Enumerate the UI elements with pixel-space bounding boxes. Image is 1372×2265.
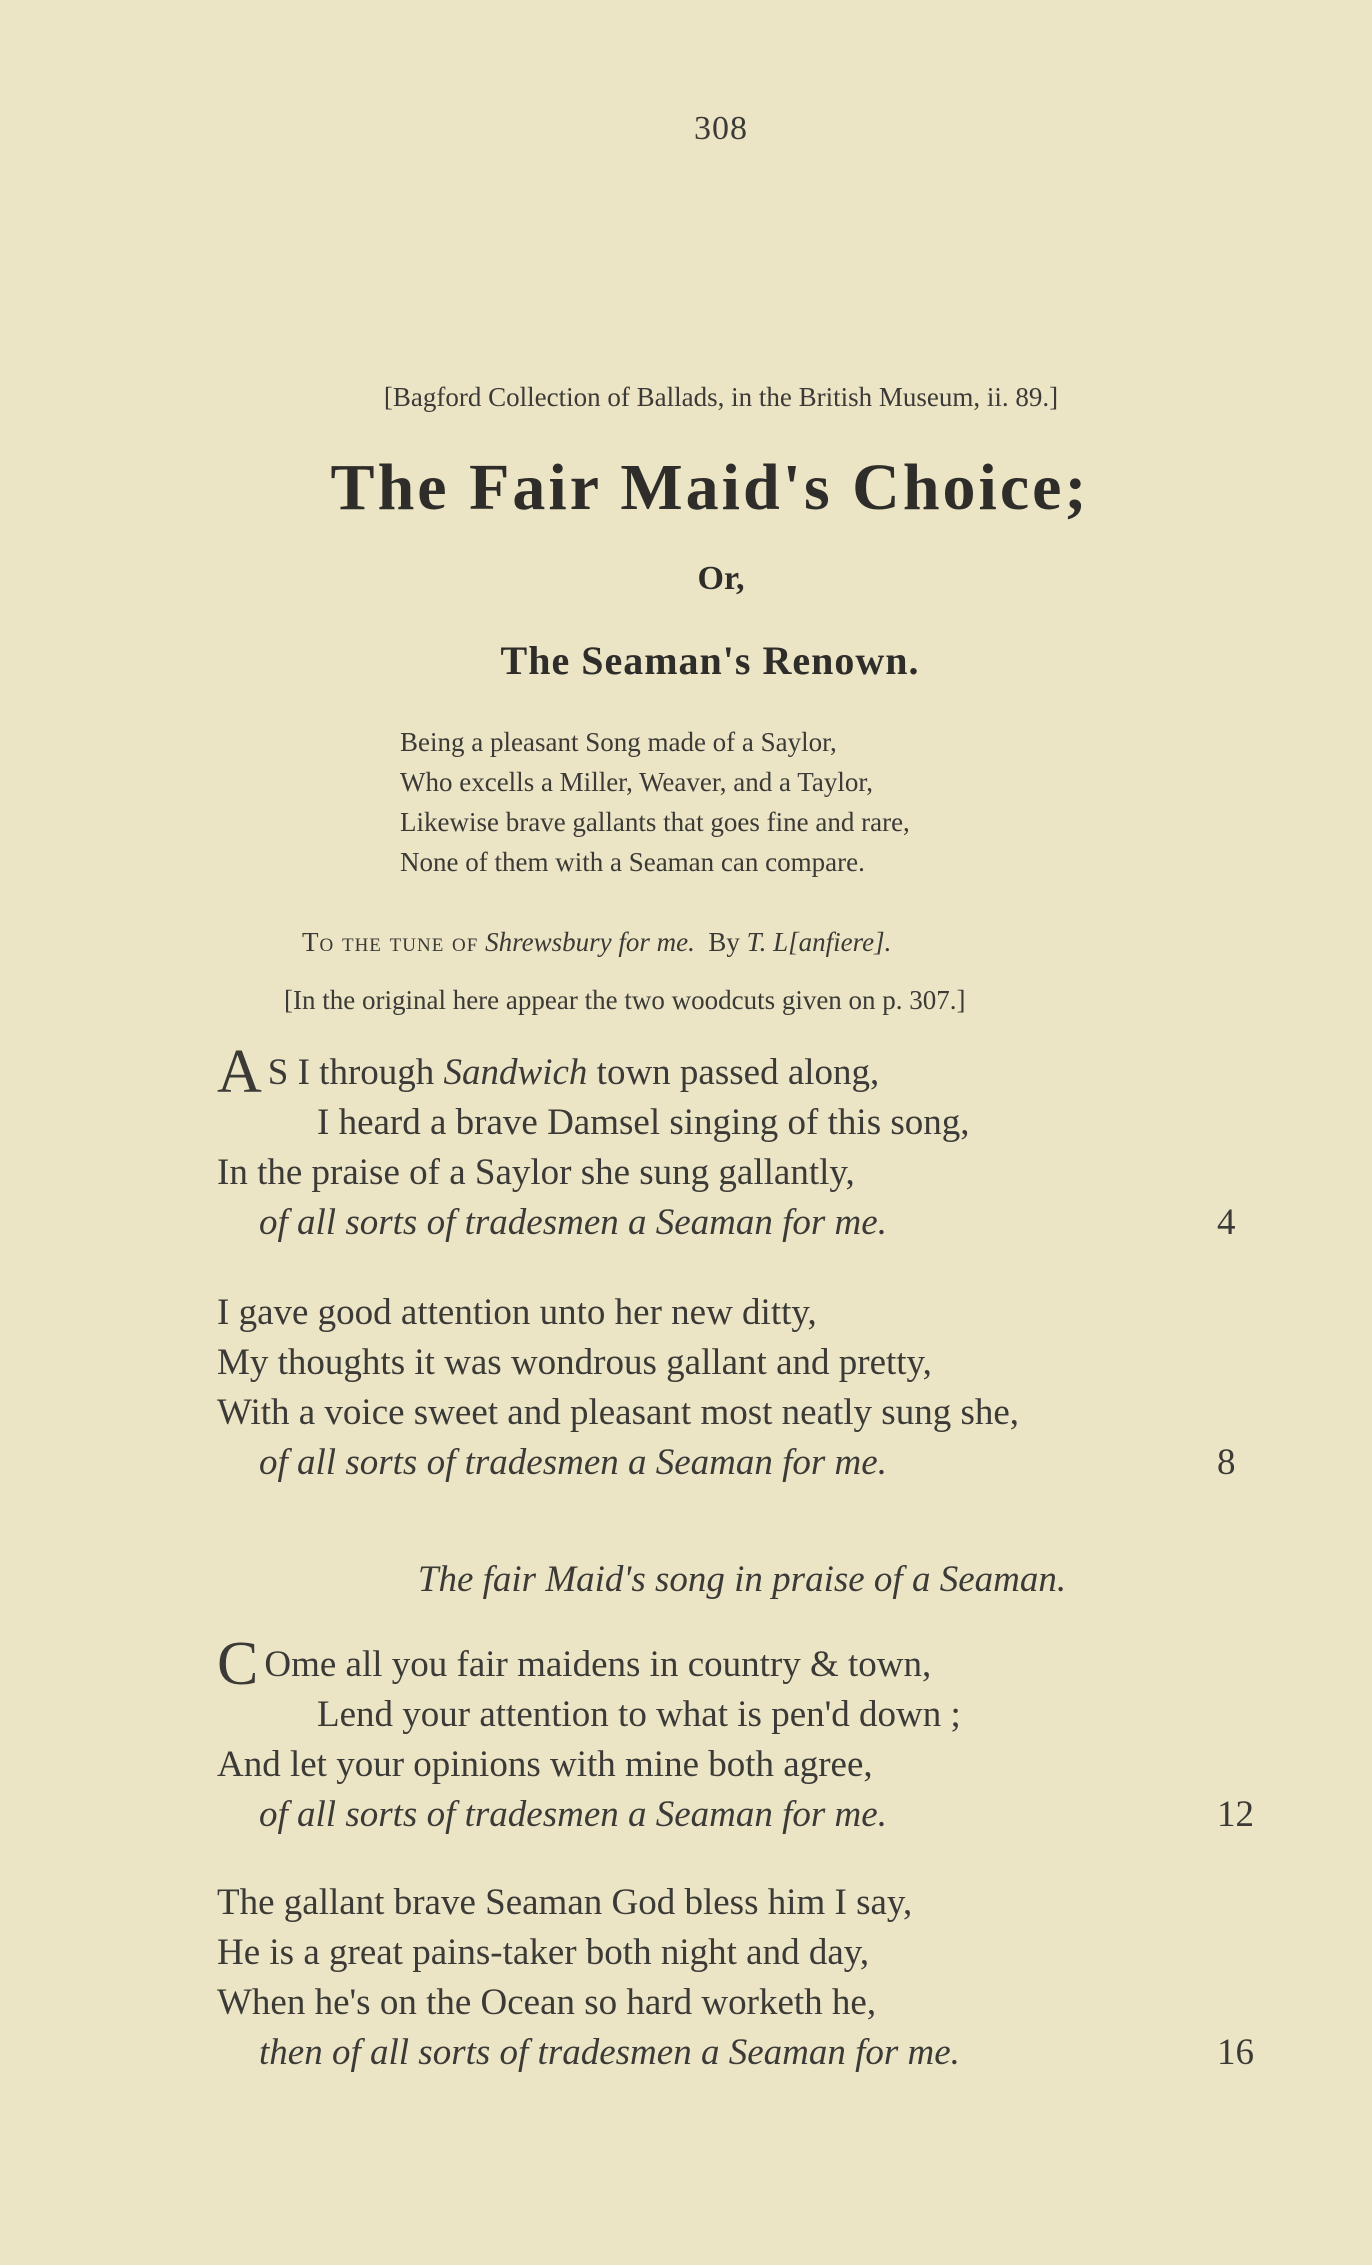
tune-line	[302, 927, 891, 958]
tune-name: Shrewsbury for me.	[485, 927, 695, 957]
source-note: [Bagford Collection of Ballads, in the British Museum, ii. 89.]	[383, 382, 1059, 412]
refrain-line: of all sorts of tradesmen a Seaman for me. 12	[217, 1790, 961, 1840]
verse-line: He is a great pains-taker both night and day,	[217, 1932, 870, 1973]
verse-line: I gave good attention unto her new ditty,	[217, 1292, 817, 1333]
stanza-3	[217, 1630, 1254, 1840]
page-number: 308	[694, 110, 748, 147]
tune-author-initial: T.	[746, 927, 767, 957]
argument-line: Likewise brave gallants that goes fine and rare,	[400, 807, 910, 837]
argument-verse	[400, 722, 910, 882]
original-note: [In the original here appear the two woodcuts given on p. 307.]	[284, 985, 966, 1015]
line-number: 16	[1217, 2032, 1254, 2073]
tune-prefix: To the tune of	[302, 927, 479, 957]
refrain-line: then of all sorts of tradesmen a Seaman for me. 16	[217, 2028, 960, 2078]
verse-line: And let your opinions with mine both agree,	[217, 1744, 873, 1785]
stanza-1	[217, 1038, 1236, 1248]
verse-line: A S I through Sandwich town passed along,	[217, 1038, 880, 1106]
argument-line: None of them with a Seaman can compare.	[400, 847, 865, 877]
verse-line: The gallant brave Seaman God bless him I say,	[217, 1882, 913, 1923]
tune-author-l: L	[773, 927, 789, 957]
verse-line: In the praise of a Saylor she sung gallantly,	[217, 1152, 855, 1193]
drop-cap: A	[217, 1038, 262, 1106]
or-line: Or,	[697, 560, 745, 597]
line-number: 12	[1217, 1794, 1254, 1835]
line-number: 8	[1217, 1442, 1236, 1483]
line-number: 4	[1217, 1202, 1236, 1243]
ballad-subtitle: The Seaman's Renown.	[500, 638, 920, 683]
verse-line: C Ome all you fair maidens in country & town,	[217, 1630, 932, 1698]
verse-line: Lend your attention to what is pen'd down ;	[317, 1694, 961, 1735]
section-heading: The fair Maid's song in praise of a Seaman.	[417, 1559, 1067, 1600]
ballad-title: The Fair Maid's Choice;	[330, 451, 1090, 524]
argument-line: Being a pleasant Song made of a Saylor,	[400, 727, 837, 757]
verse-line: When he's on the Ocean so hard worketh he,	[217, 1982, 877, 2023]
argument-line: Who excells a Miller, Weaver, and a Taylor,	[400, 767, 874, 797]
verse-line: My thoughts it was wondrous gallant and pretty,	[217, 1342, 932, 1383]
tune-by: By	[708, 927, 740, 957]
refrain-line: of all sorts of tradesmen a Seaman for me. 8	[217, 1438, 1019, 1488]
verse-line: I heard a brave Damsel singing of this song,	[317, 1102, 970, 1143]
verse-line: With a voice sweet and pleasant most neatly sung she,	[217, 1392, 1020, 1433]
drop-cap: C	[217, 1630, 259, 1698]
stanza-2	[217, 1288, 1236, 1488]
place-name: Sandwich	[443, 1052, 588, 1093]
stanza-4	[217, 1878, 1254, 2078]
refrain-line: of all sorts of tradesmen a Seaman for me. 4	[217, 1198, 970, 1248]
tune-author-rest: [anfiere].	[788, 927, 892, 957]
